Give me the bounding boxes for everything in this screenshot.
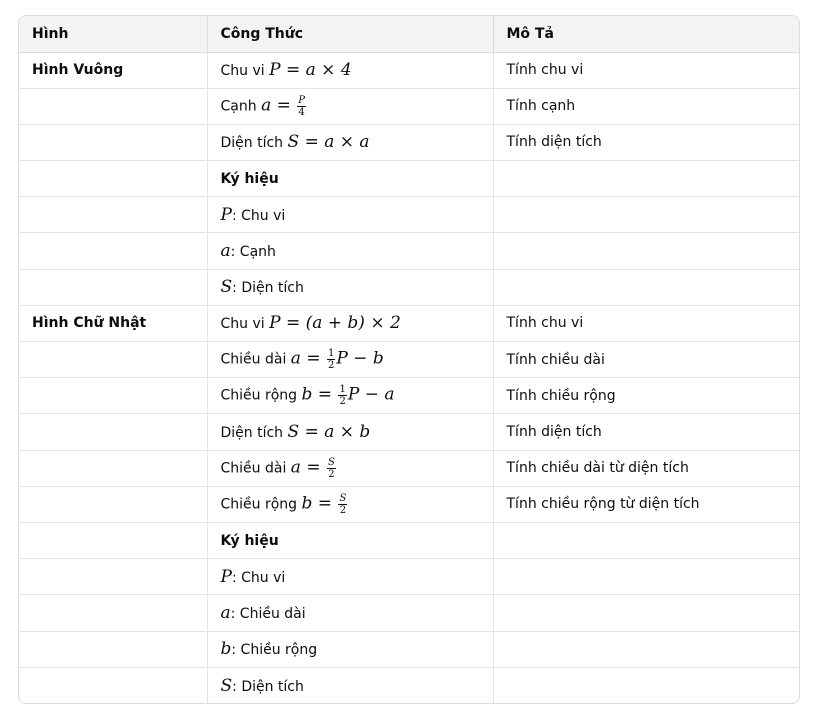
formula-cell (207, 414, 493, 450)
fraction-numerator: S (339, 492, 347, 504)
formula-cell (207, 631, 493, 667)
description-cell (493, 161, 799, 197)
formula-cell (207, 486, 493, 522)
formula-label: Chiều dài (220, 460, 291, 477)
shape-cell (19, 233, 207, 269)
fraction-numerator: 1 (327, 348, 335, 360)
formula-label: Chiều dài (220, 351, 291, 368)
shape-cell (19, 450, 207, 486)
description-cell (493, 197, 799, 233)
formula-label: Diện tích (220, 424, 288, 441)
shape-cell (19, 486, 207, 522)
description-cell: Tính chiều dài (493, 342, 799, 378)
description-cell (493, 233, 799, 269)
formula-label: Chiều rộng (220, 496, 302, 513)
symbol-meaning: : Cạnh (230, 244, 276, 261)
table-row (19, 88, 799, 124)
fraction-denominator: 2 (328, 468, 335, 480)
formula-label: Chu vi (220, 316, 270, 333)
fraction (338, 384, 346, 407)
table-row (19, 450, 799, 486)
table-row (19, 197, 799, 233)
description-cell (493, 631, 799, 667)
formula-math: S = a × a (287, 132, 370, 153)
table-header-row (19, 16, 799, 52)
shape-cell (19, 595, 207, 631)
formula-label: Chiều rộng (220, 387, 302, 404)
description-cell: Tính chiều rộng (493, 378, 799, 414)
symbol-math: b (220, 639, 232, 660)
fraction-numerator: 1 (339, 384, 346, 396)
fraction-numerator: P (298, 94, 305, 106)
table-row (19, 342, 799, 378)
formula-math-rhs: P − b (336, 348, 384, 369)
description-cell: Tính chu vi (493, 305, 799, 341)
symbol-meaning: : Chu vi (231, 569, 286, 586)
fraction (327, 348, 335, 371)
symbol-meaning: : Diện tích (232, 678, 304, 695)
shape-cell (19, 342, 207, 378)
fraction-denominator: 2 (327, 360, 335, 372)
shape-cell (19, 161, 207, 197)
formula-math-lhs: a = (290, 348, 326, 369)
formula-label: Chu vi (220, 63, 270, 80)
table-row (19, 124, 799, 160)
fraction-denominator: 2 (339, 504, 347, 516)
table-row (19, 378, 799, 414)
formula-cell (207, 124, 493, 160)
shape-cell (19, 197, 207, 233)
symbol-meaning: : Chu vi (231, 207, 286, 224)
table-row (19, 305, 799, 341)
table-row (19, 414, 799, 450)
formula-table (19, 16, 799, 703)
description-cell (493, 667, 799, 703)
formula-math-rhs: P − a (347, 384, 395, 405)
formula-cell (207, 559, 493, 595)
formula-label: Diện tích (220, 135, 288, 152)
table-row (19, 595, 799, 631)
shape-cell (19, 667, 207, 703)
shape-cell (19, 378, 207, 414)
formula-table-container (18, 15, 800, 704)
symbol-math: a (220, 602, 231, 623)
shape-cell (19, 559, 207, 595)
symbol-meaning: : Chiều rộng (231, 642, 318, 659)
formula-math: P = a × 4 (269, 60, 352, 81)
shape-cell (19, 269, 207, 305)
symbol-heading: Ký hiệu (207, 161, 493, 197)
formula-label: Cạnh (220, 98, 262, 115)
formula-math-lhs: b = (301, 384, 338, 405)
description-cell: Tính diện tích (493, 414, 799, 450)
table-row (19, 522, 799, 558)
header-cong-thuc: Công Thức (207, 16, 493, 52)
fraction (327, 457, 336, 480)
symbol-math: S (220, 277, 233, 298)
formula-cell (207, 305, 493, 341)
symbol-meaning: : Diện tích (232, 280, 304, 297)
description-cell: Tính cạnh (493, 88, 799, 124)
shape-cell (19, 522, 207, 558)
description-cell (493, 559, 799, 595)
formula-math-lhs: a = (261, 95, 297, 116)
fraction-denominator: 2 (339, 396, 346, 408)
formula-math-lhs: a = (290, 457, 326, 478)
formula-cell (207, 88, 493, 124)
formula-cell (207, 233, 493, 269)
symbol-math: P (220, 204, 232, 225)
description-cell (493, 269, 799, 305)
fraction (297, 95, 306, 118)
formula-cell (207, 450, 493, 486)
formula-math: P = (a + b) × 2 (269, 313, 401, 334)
formula-cell (207, 667, 493, 703)
formula-cell (207, 378, 493, 414)
shape-cell: Hình Chữ Nhật (19, 305, 207, 341)
shape-cell (19, 631, 207, 667)
table-row (19, 52, 799, 88)
description-cell: Tính diện tích (493, 124, 799, 160)
description-cell: Tính chiều dài từ diện tích (493, 450, 799, 486)
symbol-meaning: : Chiều dài (230, 605, 306, 622)
table-row (19, 269, 799, 305)
formula-cell (207, 269, 493, 305)
description-cell: Tính chu vi (493, 52, 799, 88)
table-row (19, 631, 799, 667)
symbol-math: a (220, 241, 231, 262)
fraction-numerator: S (327, 456, 335, 468)
shape-cell: Hình Vuông (19, 52, 207, 88)
shape-cell (19, 124, 207, 160)
formula-cell (207, 342, 493, 378)
description-cell: Tính chiều rộng từ diện tích (493, 486, 799, 522)
symbol-math: P (220, 566, 232, 587)
formula-cell (207, 595, 493, 631)
table-row (19, 559, 799, 595)
table-row (19, 161, 799, 197)
formula-cell (207, 197, 493, 233)
shape-cell (19, 88, 207, 124)
header-mo-ta: Mô Tả (493, 16, 799, 52)
description-cell (493, 522, 799, 558)
formula-cell (207, 52, 493, 88)
header-hinh: Hình (19, 16, 207, 52)
table-row (19, 486, 799, 522)
formula-math: S = a × b (287, 421, 371, 442)
table-row (19, 667, 799, 703)
table-row (19, 233, 799, 269)
fraction-denominator: 4 (298, 106, 305, 118)
formula-math-lhs: b = (301, 493, 338, 514)
shape-cell (19, 414, 207, 450)
symbol-heading: Ký hiệu (207, 522, 493, 558)
symbol-math: S (220, 675, 233, 696)
description-cell (493, 595, 799, 631)
fraction (338, 493, 347, 516)
